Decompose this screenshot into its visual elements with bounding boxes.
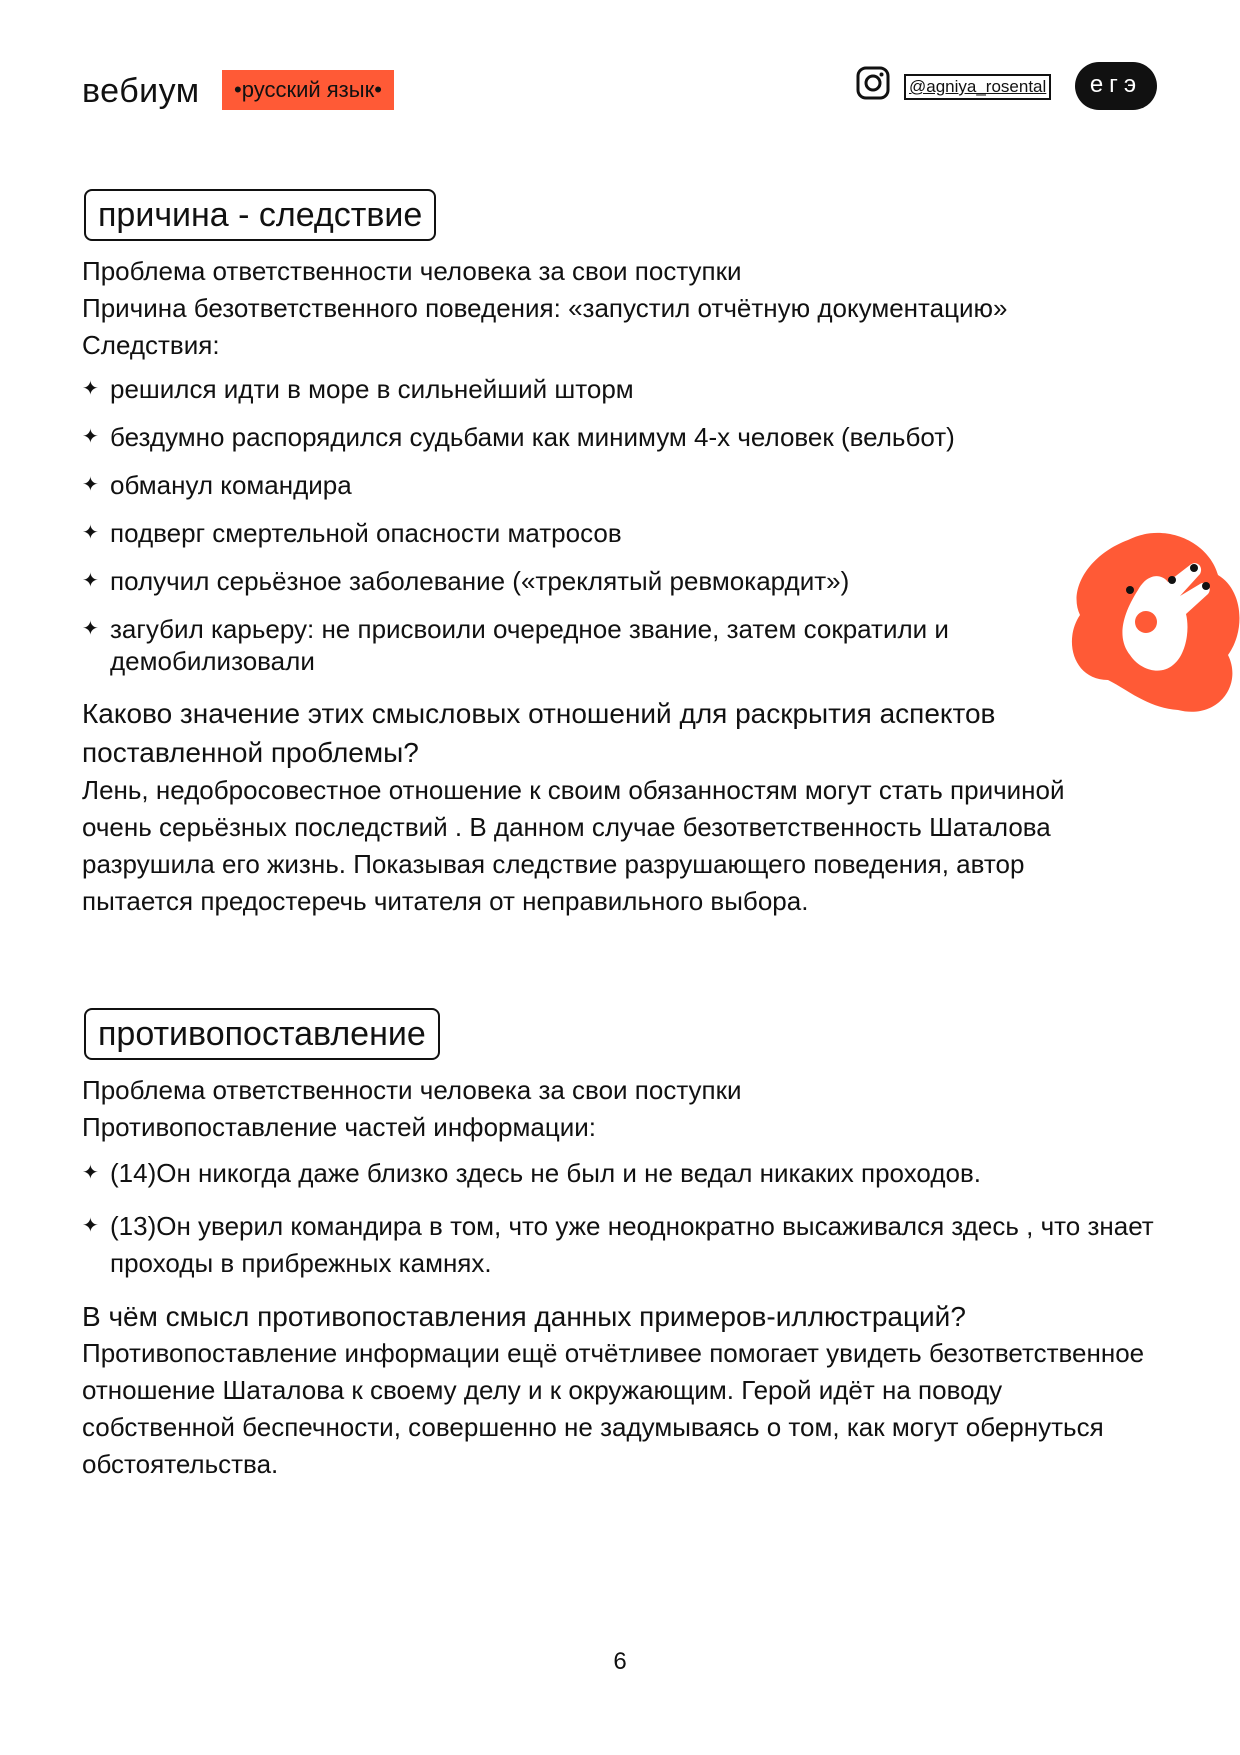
page-header bbox=[0, 62, 1240, 122]
sparkle-icon: ✦ bbox=[82, 426, 99, 448]
list-item bbox=[82, 1155, 1162, 1192]
sparkle-icon: ✦ bbox=[82, 1215, 99, 1237]
intro-line: Противопоставление частей информации: bbox=[82, 1112, 596, 1142]
list-item bbox=[82, 565, 1162, 597]
list-item-text: загубил карьеру: не присвоили очередное звание, затем сократили и демобилизовали bbox=[110, 614, 949, 676]
section1-question-answer bbox=[82, 694, 1082, 920]
list-item bbox=[82, 469, 1162, 501]
section2-question-answer bbox=[82, 1298, 1162, 1483]
list-item-text: (13)Он уверил командира в том, что уже неоднократно высаживался здесь , что знает проходы в прибрежных камнях. bbox=[110, 1211, 1154, 1278]
sparkle-icon: ✦ bbox=[82, 474, 99, 496]
sparkle-icon: ✦ bbox=[82, 378, 99, 400]
brand-logo: вебиум bbox=[82, 72, 200, 110]
list-item bbox=[82, 613, 1050, 677]
section2-intro bbox=[82, 1072, 1162, 1146]
ege-badge: егэ bbox=[1075, 62, 1157, 110]
list-item bbox=[82, 1208, 1170, 1282]
question-heading: В чём смысл противопоставления данных примеров-иллюстраций? bbox=[82, 1301, 966, 1332]
section-label-cause-effect: причина - следствие bbox=[84, 189, 436, 241]
section-label-contrast: противопоставление bbox=[84, 1008, 440, 1060]
answer-paragraph: Противопоставление информации ещё отчётливее помогает увидеть безответственное отношение Шаталова к своему делу и к окружающим. Герой идёт на поводу собственной беспечности, совершенно не задумываясь о том, как могут обернуться обстоятельства. bbox=[82, 1338, 1145, 1479]
intro-line: Проблема ответственности человека за свои поступки bbox=[82, 256, 742, 286]
sparkle-icon: ✦ bbox=[82, 1162, 99, 1184]
sparkle-icon: ✦ bbox=[82, 570, 99, 592]
list-item bbox=[82, 517, 1162, 549]
answer-paragraph: Лень, недобросовестное отношение к своим обязанностям могут стать причиной очень серьёзных последствий . В данном случае безответственность Шаталова разрушила его жизнь. Показывая следствие разрушающего поведения, автор пытается предостеречь читателя от неправильного выбора. bbox=[82, 775, 1065, 916]
list-item-text: обманул командира bbox=[110, 470, 352, 500]
list-item bbox=[82, 373, 1162, 405]
list-item-text: получил серьёзное заболевание («треклятый ревмокардит») bbox=[110, 566, 850, 596]
list-item-text: подверг смертельной опасности матросов bbox=[110, 518, 622, 548]
sparkle-icon: ✦ bbox=[82, 618, 99, 640]
list-item-text: решился идти в море в сильнейший шторм bbox=[110, 374, 634, 404]
section1-intro bbox=[82, 253, 1162, 364]
intro-line: Причина безответственного поведения: «запустил отчётную документацию» bbox=[82, 293, 1008, 323]
list-item bbox=[82, 421, 1162, 453]
page-number: 6 bbox=[613, 1648, 627, 1675]
list-item-text: бездумно распорядился судьбами как минимум 4-х человек (вельбот) bbox=[110, 422, 955, 452]
consequences-list bbox=[82, 373, 1162, 677]
ok-hand-icon bbox=[1068, 530, 1240, 720]
intro-line: Проблема ответственности человека за свои поступки bbox=[82, 1075, 742, 1105]
sparkle-icon: ✦ bbox=[82, 522, 99, 544]
list-item-text: (14)Он никогда даже близко здесь не был и не ведал никаких проходов. bbox=[110, 1158, 981, 1188]
subject-tag: •русский язык• bbox=[222, 70, 394, 110]
instagram-icon[interactable] bbox=[856, 66, 890, 100]
intro-line: Следствия: bbox=[82, 330, 220, 360]
contrast-list bbox=[82, 1155, 1162, 1282]
question-heading: Каково значение этих смысловых отношений для раскрытия аспектов поставленной проблемы? bbox=[82, 698, 996, 768]
instagram-handle-link[interactable]: @agniya_rosental bbox=[904, 74, 1051, 100]
